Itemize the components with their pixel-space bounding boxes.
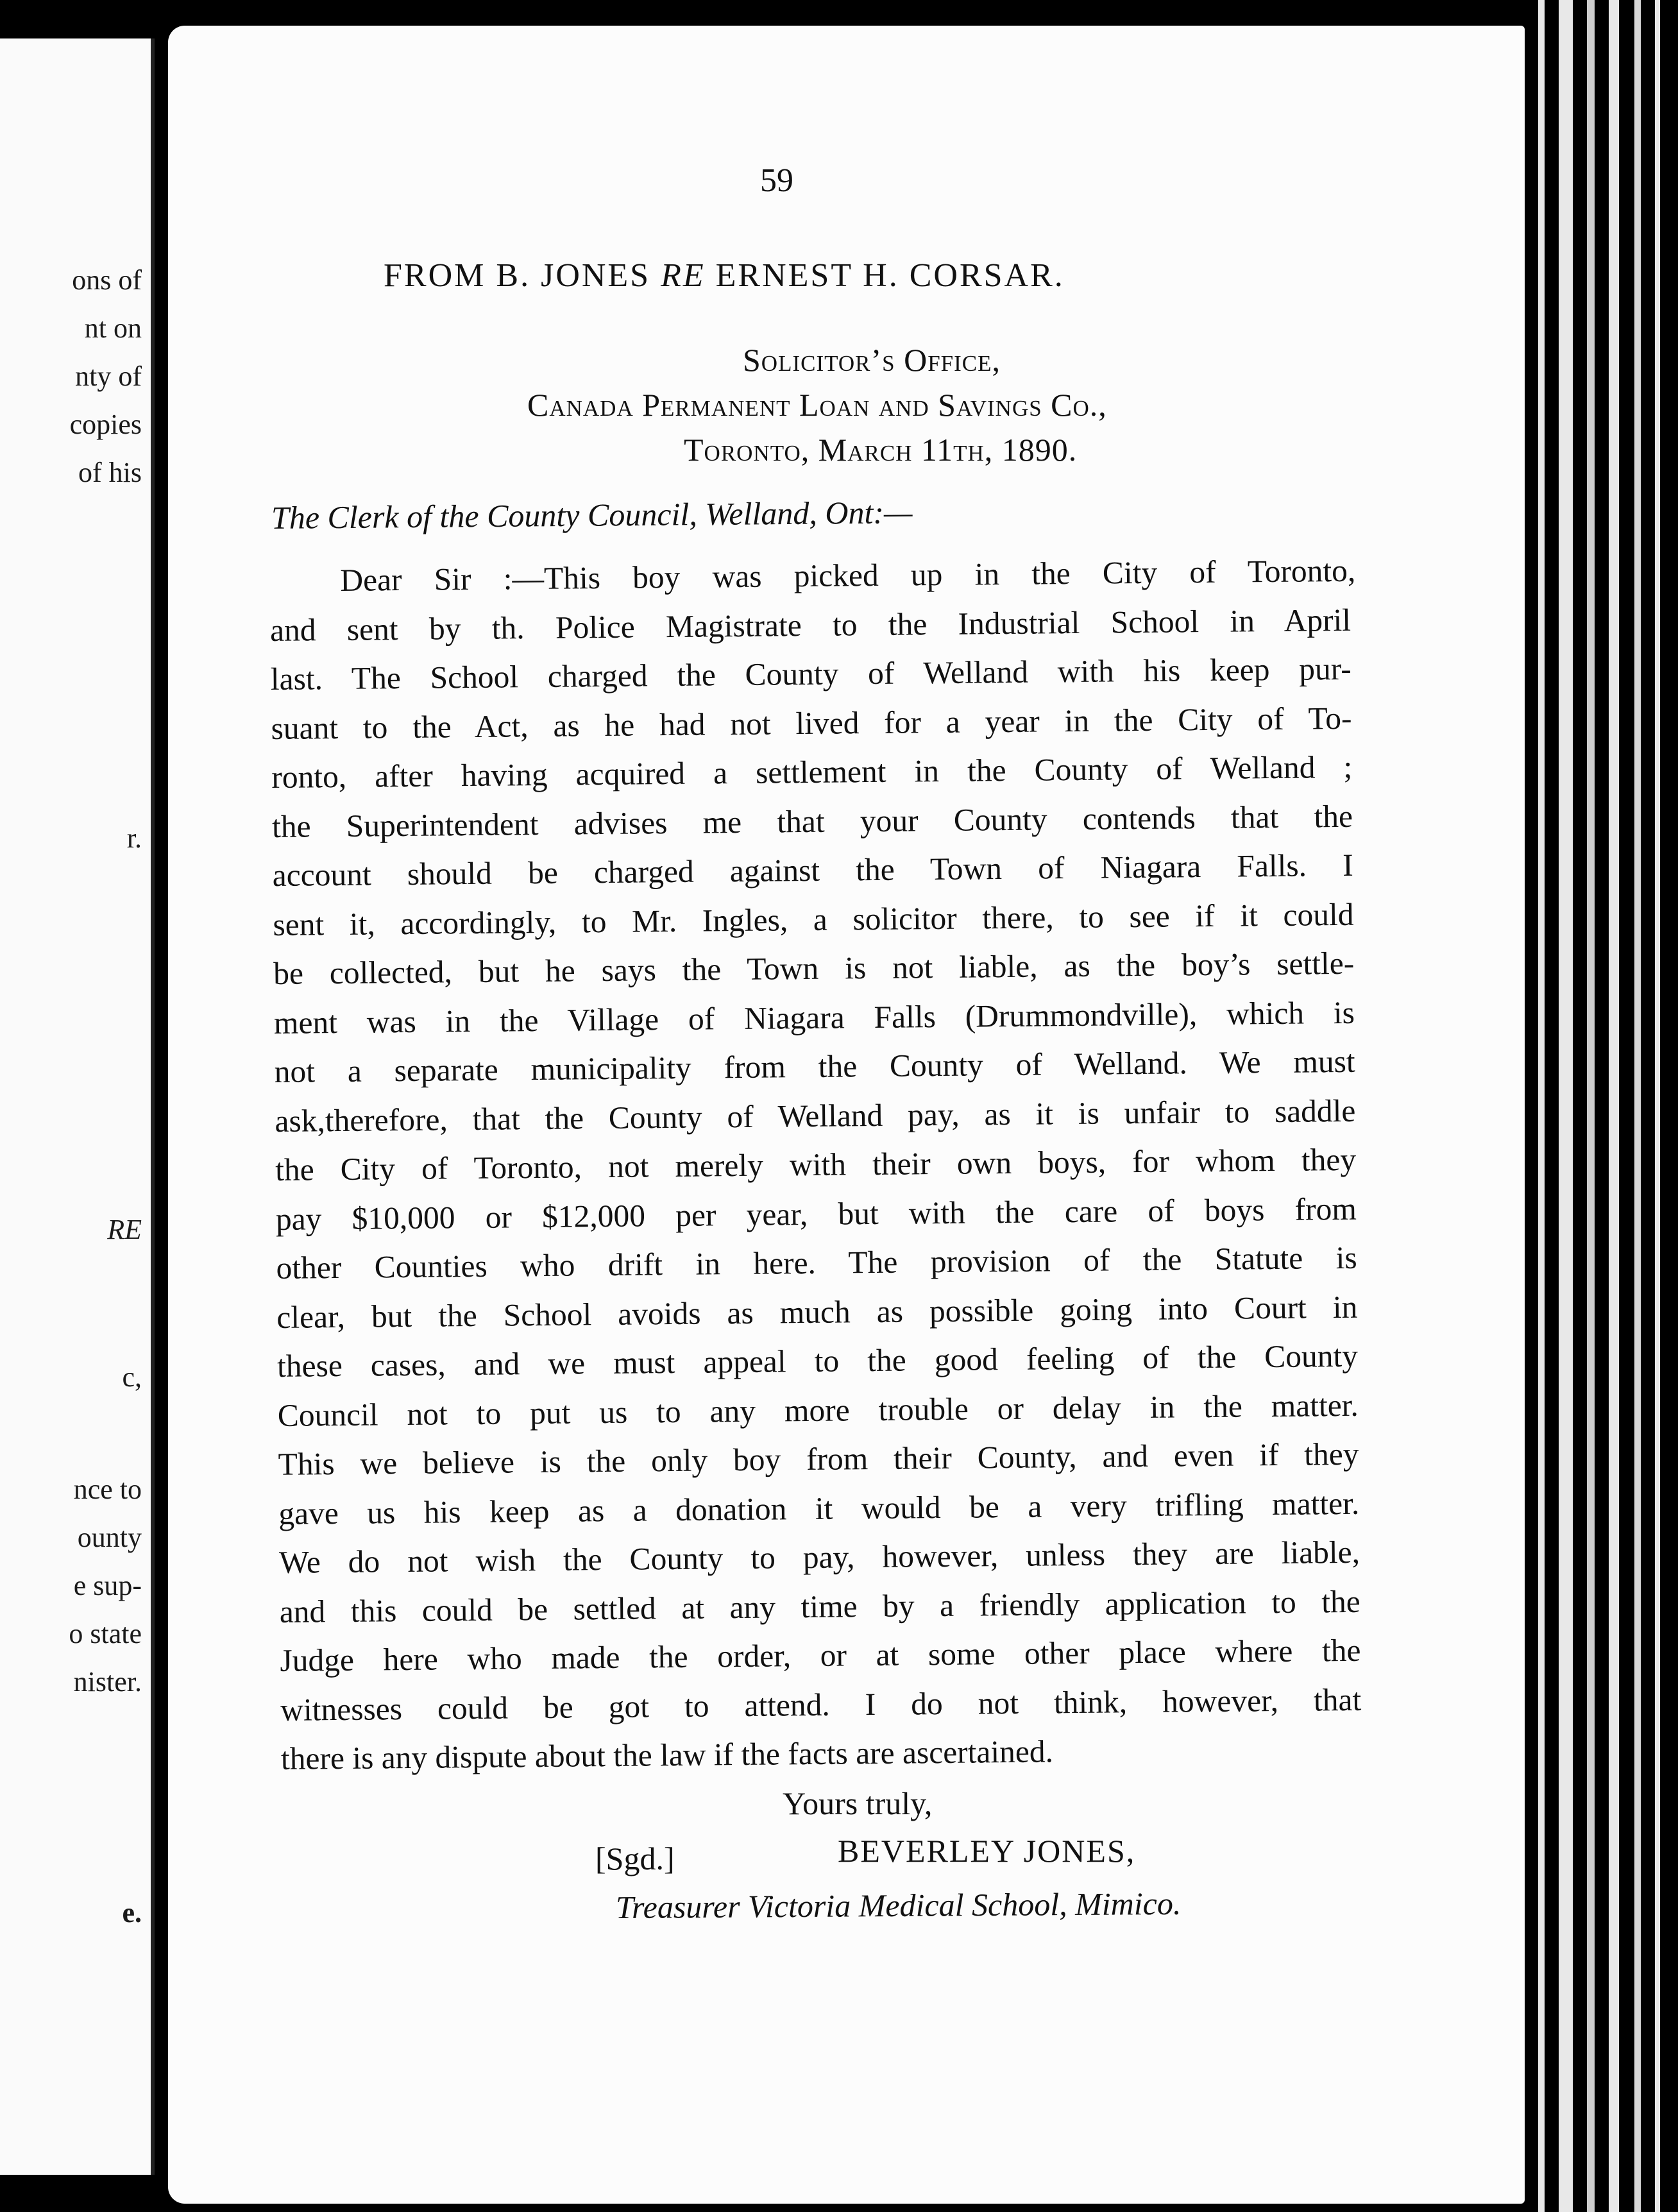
left-page-line: ons of: [72, 264, 142, 296]
signer-title: Treasurer Victoria Medical School, Mimico.: [615, 1885, 1182, 1925]
page-edge: [1538, 0, 1545, 2212]
page-edge: [1655, 0, 1660, 2212]
body-line: there is any dispute about the law if the facts are ascertained.: [280, 1733, 1054, 1776]
heading-text: ERNEST H. CORSAR.: [705, 257, 1065, 294]
signed-marker: [Sgd.]: [595, 1841, 675, 1876]
left-page-line: nty of: [75, 361, 142, 392]
left-page-line: c,: [122, 1361, 142, 1393]
body-line: ronto, after having acquired a settlement in the County of Welland ;: [271, 749, 1353, 795]
body-line: and sent by th. Police Magistrate to the Industrial School in April: [269, 602, 1352, 648]
body-line: clear, but the School avoids as much as possible going into Court in: [276, 1289, 1358, 1335]
left-page-line: nt on: [84, 312, 142, 344]
left-page-line: ounty: [77, 1522, 142, 1553]
heading-text: FROM B. JONES: [384, 257, 661, 294]
left-facing-page: [0, 38, 155, 2175]
left-page-line: e sup-: [73, 1570, 142, 1601]
left-page-line: e.: [122, 1897, 142, 1928]
address-line: Solicitor’s Office,: [743, 342, 1001, 378]
body-line: the City of Toronto, not merely with their own boys, for whom they: [275, 1141, 1357, 1187]
body-line: be collected, but he says the Town is not liable, as the boy’s settle-: [273, 945, 1355, 991]
body-line: pay $10,000 or $12,000 per year, but with the care of boys from: [275, 1191, 1357, 1237]
page-number: 59: [760, 162, 793, 199]
body-line: Council not to put us to any more trouble or delay in the matter.: [277, 1387, 1359, 1433]
body-line: account should be charged against the Town of Niagara Falls. I: [272, 847, 1353, 893]
body-line: these cases, and we must appeal to the good feeling of the County: [276, 1338, 1359, 1384]
body-line: This we believe is the only boy from their County, and even if they: [278, 1436, 1359, 1482]
heading-re: RE: [661, 257, 706, 294]
left-page-line: r.: [126, 822, 142, 854]
body-line: and this could be settled at any time by a friendly application to the: [279, 1583, 1360, 1629]
body-line: last. The School charged the County of Welland with his keep pur-: [270, 651, 1352, 697]
letter-heading: [384, 257, 1065, 294]
page-edge: [1587, 0, 1595, 2212]
left-page-line: nister.: [73, 1666, 142, 1697]
body-line: We do not wish the County to pay, however, unless they are liable,: [278, 1534, 1360, 1580]
letter-body: [269, 547, 1362, 1784]
body-line: gave us his keep as a donation it would be a very trifling matter.: [278, 1485, 1360, 1531]
body-line: suant to the Act, as he had not lived for a year in the City of To-: [271, 700, 1352, 746]
closing: Yours truly,: [783, 1785, 933, 1821]
body-line: Judge here who made the order, or at some other place where the: [280, 1632, 1361, 1678]
body-line: not a separate municipality from the County of Welland. We must: [274, 1043, 1355, 1089]
left-page-line: nce to: [73, 1474, 142, 1505]
left-page-line: RE: [107, 1214, 142, 1245]
body-line: sent it, accordingly, to Mr. Ingles, a solicitor there, to see if it could: [273, 896, 1354, 942]
body-line: ask,therefore, that the County of Welland pay, as it is unfair to saddle: [275, 1093, 1356, 1139]
signer-name: BEVERLEY JONES,: [838, 1833, 1136, 1869]
address-line: Canada Permanent Loan and Savings Co.,: [527, 387, 1107, 423]
left-page-line: copies: [69, 409, 142, 440]
body-line: other Counties who drift in here. The provision of the Statute is: [276, 1239, 1357, 1286]
body-line: witnesses could be got to attend. I do not think, however, that: [280, 1681, 1362, 1728]
page-edge: [1559, 0, 1573, 2212]
body-line: the Superintendent advises me that your County contends that the: [271, 798, 1353, 844]
body-line: Dear Sir :—This boy was picked up in the City of Toronto,: [340, 552, 1356, 598]
salutation: The Clerk of the County Council, Welland, Ont:—: [271, 494, 913, 536]
address-line: Toronto, March 11th, 1890.: [684, 432, 1078, 468]
body-line: ment was in the Village of Niagara Falls (Drummondville), which is: [273, 994, 1355, 1041]
page-edge: [1634, 0, 1641, 2212]
page-edge: [1609, 0, 1619, 2212]
left-page-line: of his: [78, 457, 142, 488]
left-page-line: o state: [69, 1618, 142, 1649]
